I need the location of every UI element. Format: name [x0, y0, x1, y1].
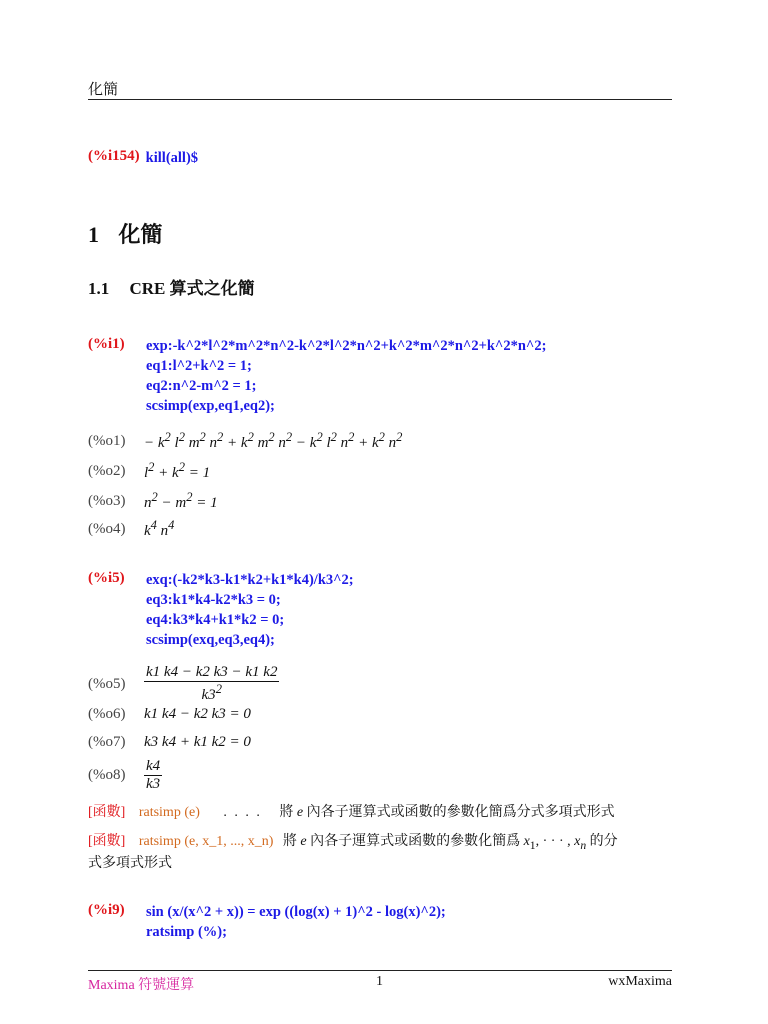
code-line: sin (x/(x^2 + x)) = exp ((log(x) + 1)^2 - log(x)^2);	[146, 904, 446, 920]
section-heading	[88, 218, 163, 249]
fraction-denominator: $k3^2$	[201, 682, 222, 703]
output-fraction	[144, 758, 162, 793]
input-label: (%i9)	[88, 902, 125, 918]
input-cell-5	[88, 570, 354, 650]
subsection-title: CRE 算式之化簡	[129, 279, 255, 298]
function-desc-wrap: 式多項式形式	[88, 856, 172, 871]
input-code: kill(all)$	[145, 150, 199, 166]
output-label: (%o2)	[88, 462, 126, 479]
footer-right: wxMaxima	[608, 974, 672, 989]
page-number: 1	[376, 974, 383, 989]
header-rule	[88, 99, 672, 100]
output-cell-4	[88, 518, 174, 540]
code-line: scsimp(exq,eq3,eq4);	[146, 632, 275, 648]
output-cell-5	[88, 664, 279, 704]
function-doc-ratsimp-vars	[88, 830, 678, 852]
input-cell-1	[88, 336, 546, 416]
code-line: eq1:l^2+k^2 = 1;	[146, 358, 252, 374]
output-cell-2	[88, 460, 210, 482]
code-line: eq4:k3*k4+k1*k2 = 0;	[146, 612, 285, 628]
output-label: (%o6)	[88, 706, 126, 722]
output-cell-8	[88, 758, 162, 793]
code-line: scsimp(exp,eq1,eq2);	[146, 398, 275, 414]
code-line: ratsimp (%);	[146, 924, 227, 940]
output-label: (%o8)	[88, 767, 126, 783]
output-label: (%o7)	[88, 734, 126, 750]
output-cell-7	[88, 734, 251, 751]
function-name: ratsimp (e, x_1, ..., x_n)	[138, 834, 274, 849]
input-cell-9	[88, 902, 446, 942]
input-code	[146, 902, 446, 942]
output-expression: $n^2 - m^2 = 1$	[144, 490, 218, 511]
section-number: 1	[88, 222, 99, 247]
output-label: (%o5)	[88, 675, 126, 692]
output-expression: $k^4$ $n^4$	[144, 518, 175, 539]
function-name: ratsimp (e)	[138, 805, 200, 820]
output-expression: k1 k4 − k2 k3 = 0	[144, 706, 251, 722]
fraction-denominator: k3	[146, 776, 161, 792]
output-cell-3	[88, 490, 218, 512]
input-label: (%i1)	[88, 336, 125, 352]
output-cell-1	[88, 430, 402, 452]
code-line: eq2:n^2-m^2 = 1;	[146, 378, 257, 394]
subsection-heading	[88, 274, 255, 299]
output-fraction	[144, 664, 279, 704]
input-code	[146, 336, 546, 416]
subsection-number: 1.1	[88, 279, 110, 298]
output-cell-6	[88, 706, 251, 723]
section-title: 化簡	[118, 222, 163, 247]
output-expression: $l^2 + k^2 = 1$	[144, 460, 211, 481]
output-expression: − $k^2$ $l^2$ $m^2$ $n^2 + k^2$ $m^2$ $n^2 - k^2$ $l^2$ $n^2 + k^2$ $n^2$	[144, 430, 403, 451]
function-tag: [函數]	[88, 805, 126, 820]
input-label: (%i154)	[88, 148, 140, 164]
input-cell-154	[88, 148, 198, 168]
function-tag: [函數]	[88, 834, 126, 849]
running-header: 化簡	[88, 82, 119, 98]
function-desc: 將 e 內各子運算式或函數的參數化簡爲分式多項式形式	[279, 805, 615, 820]
fraction-numerator: k1 k4 − k2 k3 − k1 k2	[146, 664, 278, 680]
function-dots: . . . .	[223, 805, 262, 820]
output-label: (%o1)	[88, 432, 126, 449]
output-expression: k3 k4 + k1 k2 = 0	[144, 734, 251, 750]
code-line: exp:-k^2*l^2*m^2*n^2-k^2*l^2*n^2+k^2*m^2*n^2+k^2*n^2;	[146, 338, 547, 354]
input-label: (%i5)	[88, 570, 125, 586]
function-doc-ratsimp	[88, 801, 678, 821]
output-label: (%o3)	[88, 492, 126, 509]
code-line: exq:(-k2*k3-k1*k2+k1*k4)/k3^2;	[146, 572, 354, 588]
input-code	[146, 570, 354, 650]
footer-left: Maxima 符號運算	[88, 978, 195, 993]
code-line: eq3:k1*k4-k2*k3 = 0;	[146, 592, 281, 608]
function-desc: 將 e 內各子運算式或函數的參數化簡爲 $x_1$, · · · , $x_n$ 的分	[282, 834, 618, 852]
fraction-numerator: k4	[146, 758, 161, 774]
footer-rule	[88, 970, 672, 971]
output-label: (%o4)	[88, 520, 126, 537]
